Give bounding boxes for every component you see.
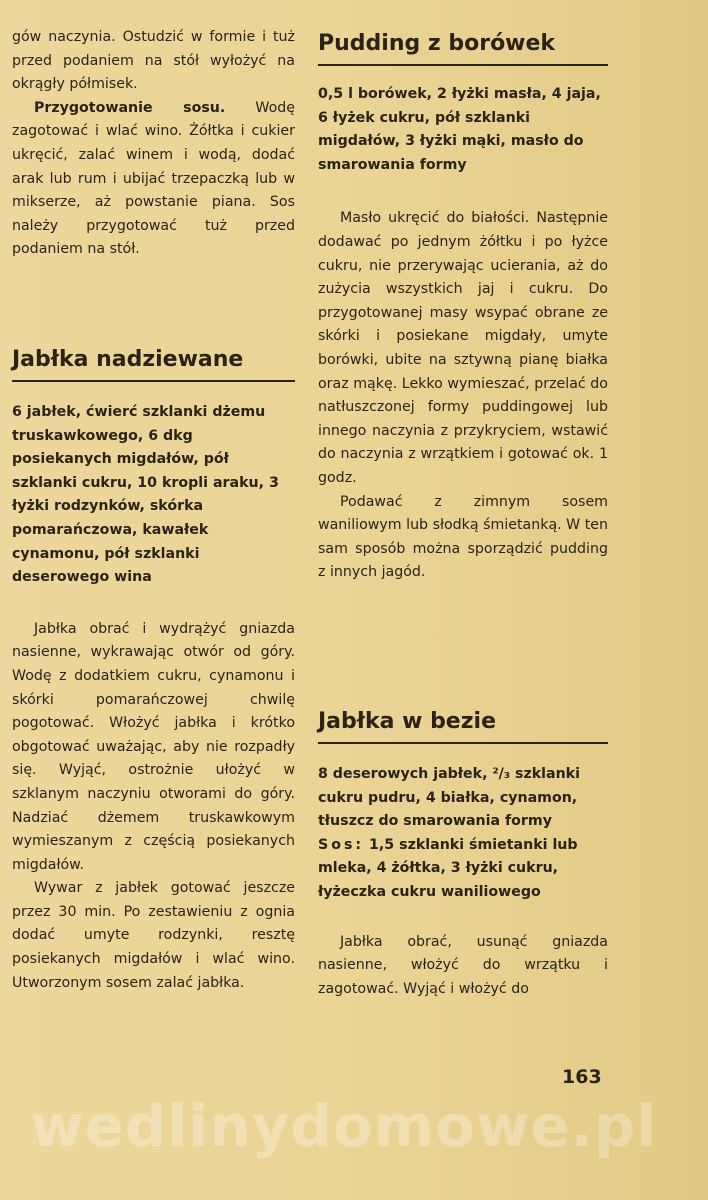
sauce-label: Przygotowanie sosu. (34, 99, 226, 116)
instruction-paragraph: Wywar z jabłek gotować jeszcze przez 30 min. Po zestawieniu z ognia dodać umyte rodzynki, resztę posiekanych migdałów i wlać wino. Utworzonym sosem zalać jabłka. (12, 880, 295, 991)
instruction-paragraph: Jabłka obrać, usunąć gniazda nasienne, włożyć do wrzątku i zagotować. Wyjąć i włożyć do (318, 933, 608, 997)
watermark: wedlinydomowe.pl (30, 1092, 658, 1160)
recipe-pudding-z-borowek (318, 30, 608, 585)
instruction-paragraph: Podawać z zimnym sosem waniliowym lub słodką śmietanką. W ten sam sposób można sporządzić pudding z innych jagód. (318, 493, 608, 581)
sauce-ingredient-list: 1,5 szklanki śmietanki lub mleka, 4 żółtka, 3 łyżki cukru, łyżeczka cukru waniliowego (318, 836, 578, 900)
instruction-paragraph: Masło ukręcić do białości. Następnie dodawać po jednym żółtku i po łyżce cukru, nie przerywając ucierania, aż do zużycia wszystkich jaj i cukru. Do przygotowanej masy wsypać obrane ze skórki i posiekane migdały, umyte borówki, ubite na sztywną pianę białka oraz mąkę. Lekko wymieszać, przelać do natłuszczonej formy puddingowej lub innego naczynia z przykryciem, wstawić do naczynia z wrzątkiem i gotować ok. 1 godz. (318, 210, 608, 486)
sauce-ingredients (318, 834, 608, 905)
recipe-jablka-nadziewane (12, 346, 295, 995)
recipe-jablka-w-bezie (318, 708, 608, 1001)
sauce-label: Sos: (318, 836, 365, 853)
previous-recipe-continuation (12, 26, 295, 262)
recipe-instructions (318, 207, 608, 585)
page-number: 163 (562, 1066, 602, 1088)
recipe-instructions (12, 618, 295, 996)
sauce-paragraph (12, 97, 295, 262)
recipe-title: Jabłka nadziewane (12, 346, 295, 382)
recipe-instructions (318, 931, 608, 1002)
intro-paragraph: gów naczynia. Ostudzić w formie i tuż przed podaniem na stół wyłożyć na okrągły półmisek. (12, 29, 295, 93)
recipe-title: Pudding z borówek (318, 30, 608, 66)
instruction-paragraph: Jabłka obrać i wydrążyć gniazda nasienne, wykrawając otwór od góry. Wodę z dodatkiem cukru, cynamonu i skórki pomarańczowej chwilę pogotować. Włożyć jabłka i krótko obgotować uważając, aby nie rozpadły się. Wyjąć, ostrożnie ułożyć w szklanym naczyniu otworami do góry. Nadziać dżemem truskawkowym wymieszanym z częścią posiekanych migdałów. (12, 620, 295, 873)
recipe-title: Jabłka w bezie (318, 708, 608, 744)
recipe-ingredients: 0,5 l borówek, 2 łyżki masła, 4 jaja, 6 łyżek cukru, pół szklanki migdałów, 3 łyżki mąki, masło do smarowania formy (318, 86, 601, 173)
sauce-text: Wodę zagotować i wlać wino. Żółtka i cukier ukręcić, zalać winem i wodą, dodać arak lub rum i ubijać trzepaczką lub w mikserze, aż powstanie piana. Sos należy przygotować tuż przed podaniem na stół. (12, 99, 295, 258)
recipe-ingredients: 8 deserowych jabłek, ²/₃ szklanki cukru pudru, 4 białka, cynamon, tłuszcz do smarowania formy (318, 766, 580, 830)
recipe-ingredients: 6 jabłek, ćwierć szklanki dżemu truskawkowego, 6 dkg posiekanych migdałów, pół szklanki cukru, 10 kropli araku, 3 łyżki rodzynków, skórka pomarańczowa, kawałek cynamonu, pół szklanki deserowego wina (12, 404, 279, 586)
